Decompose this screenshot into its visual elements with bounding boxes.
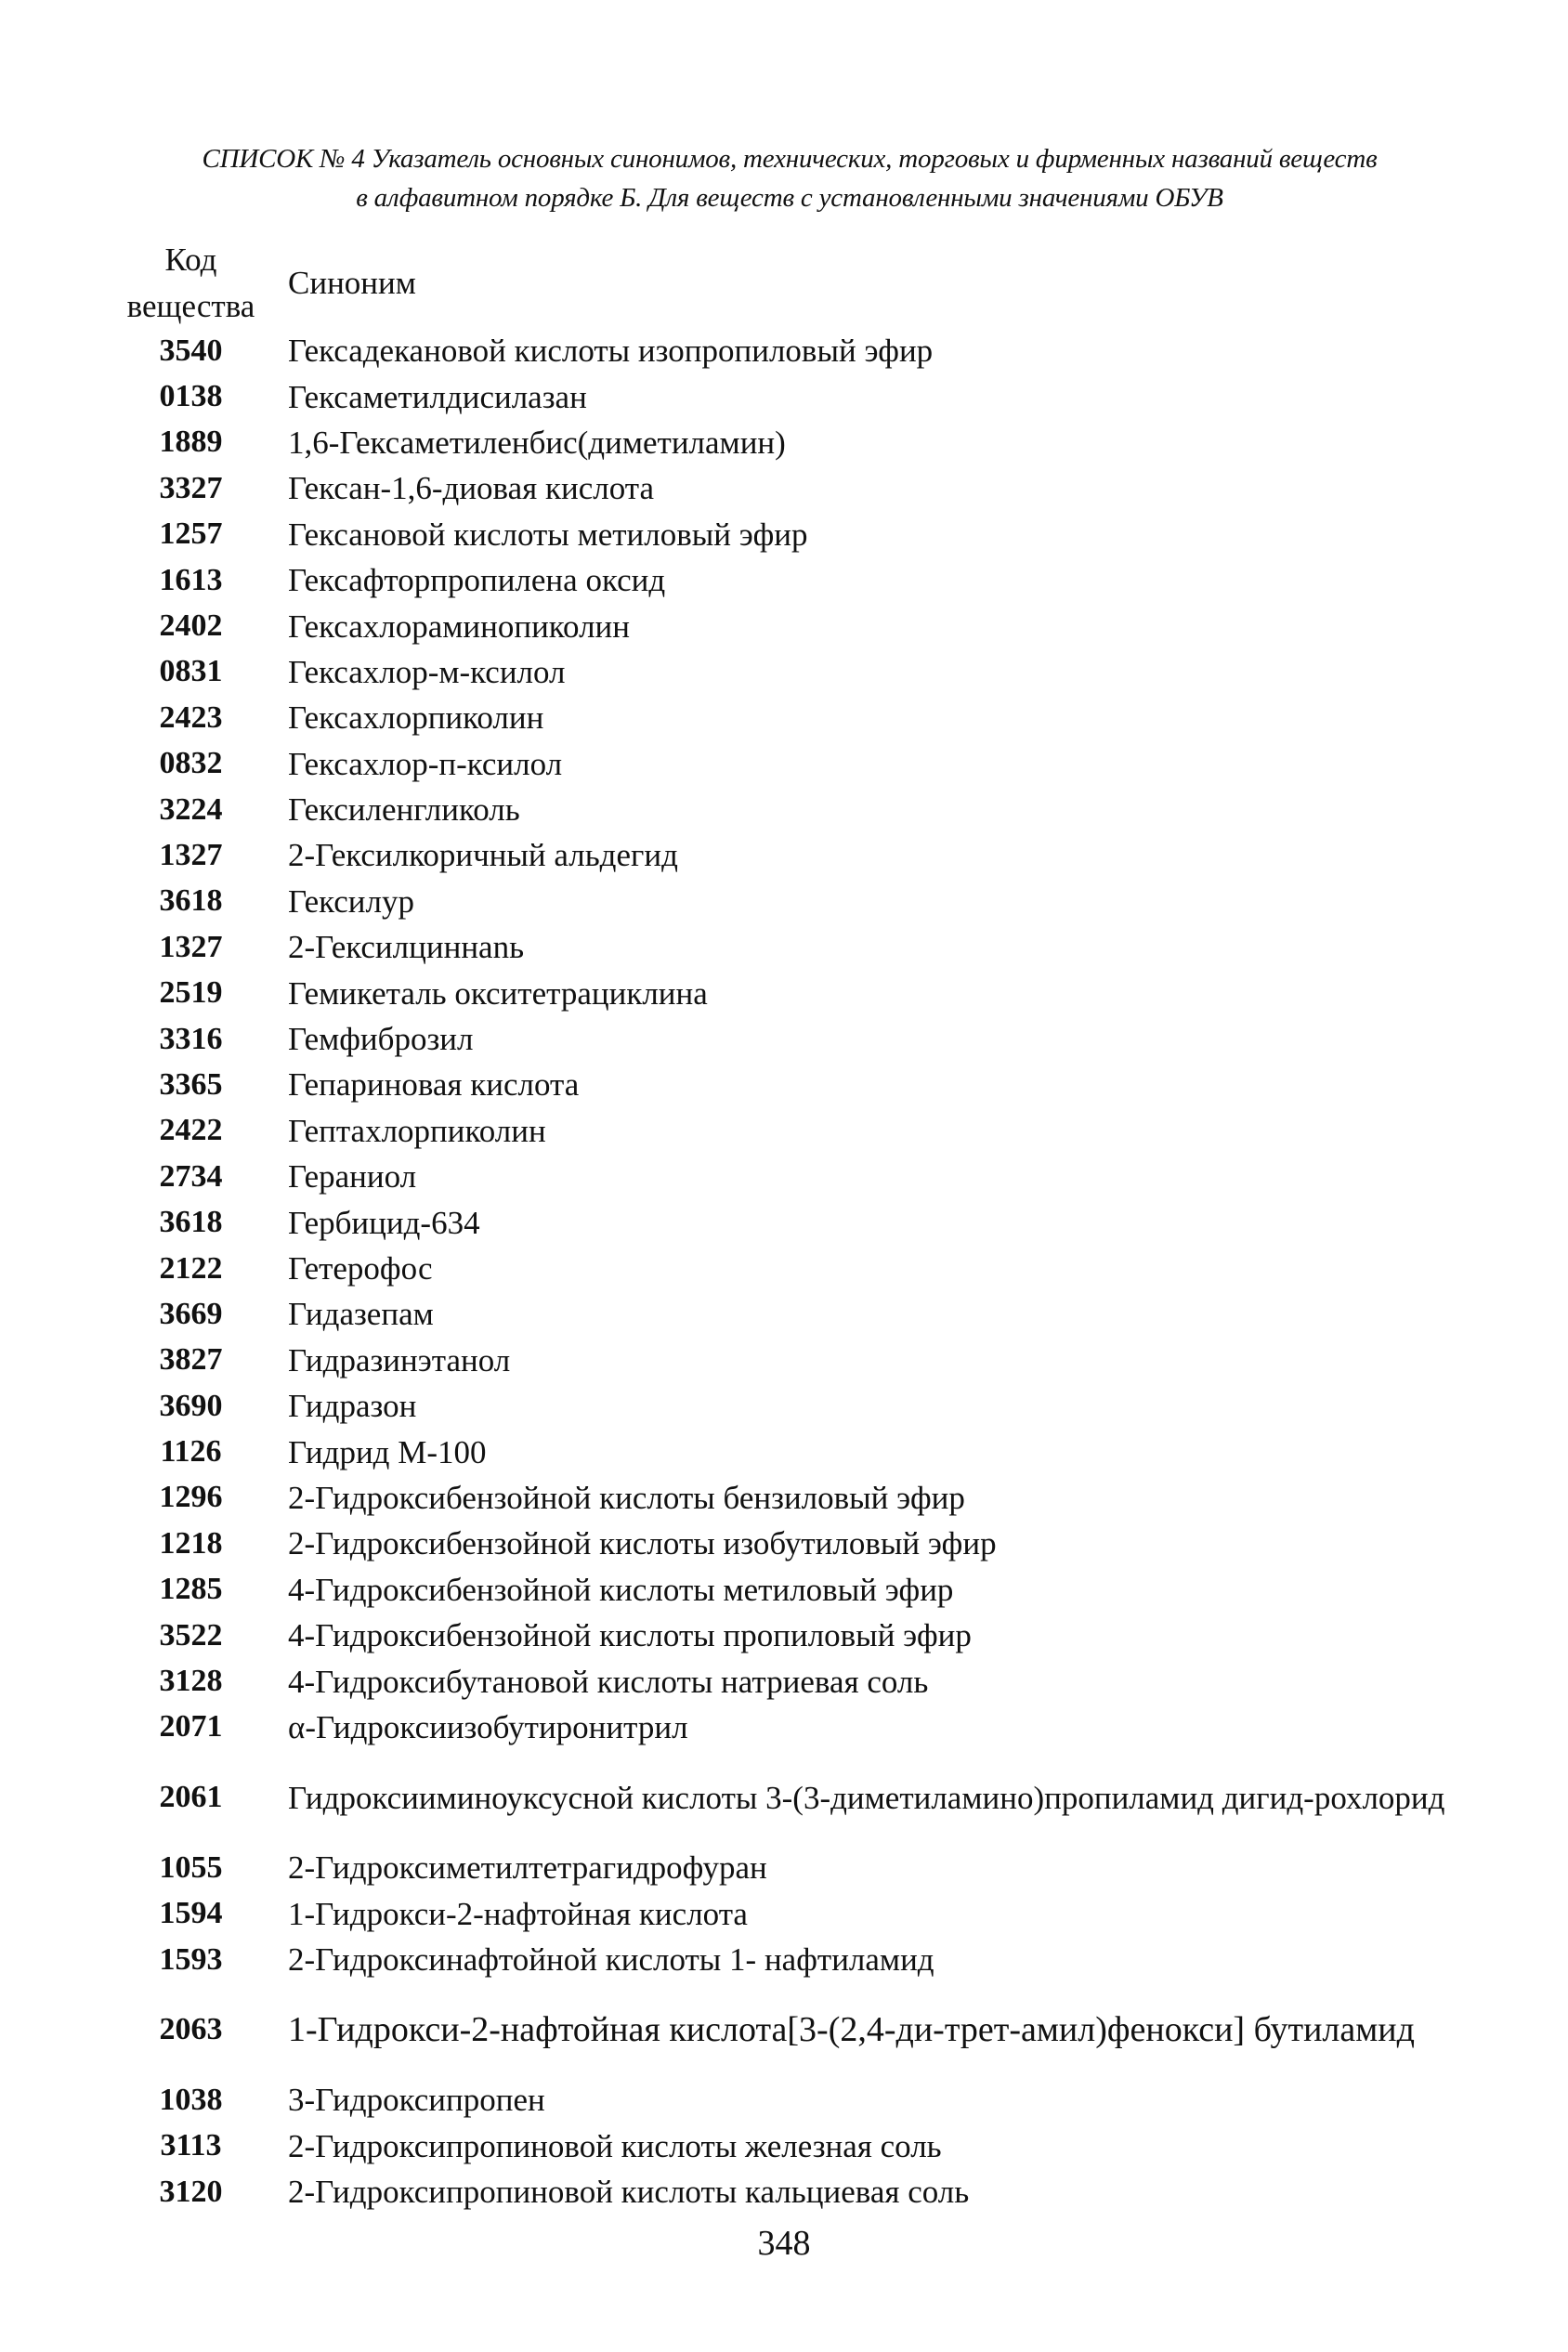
substance-synonym: Гербицид-634 [288,1204,480,1241]
substance-synonym: 2-Гидроксипропиновой кислоты железная соль [288,2127,942,2164]
substance-synonym: Гидроксииминоуксусной кислоты 3-(3-диметиламино)пропиламид дигид-рохлорид [288,1779,1445,1816]
substance-code: 3618 [159,883,223,919]
table-row [110,1291,1457,1337]
code-column-header [110,237,272,330]
substance-synonym: 4-Гидроксибензойной кислоты пропиловый эфир [288,1617,972,1654]
substance-synonym: Гексахлор-п-ксилол [288,745,563,782]
substance-synonym: 2-Гексилкоричный альдегид [288,837,678,874]
table-header [110,237,1457,330]
substance-synonym: 2-Гидроксиметилтетрагидрофуран [288,1849,767,1887]
substance-code: 1038 [159,2082,223,2117]
substance-code: 3522 [159,1617,223,1653]
table-row [110,1154,1457,1199]
substance-synonym: Гидазепам [288,1296,434,1333]
table-row [110,787,1457,832]
substance-synonym: α-Гидроксиизобутиронитрил [288,1708,688,1745]
table-row [110,1062,1457,1107]
substance-code: 1218 [159,1525,223,1561]
code-header-line-2: вещества [126,288,255,324]
substance-synonym: Гексановой кислоты метиловый эфир [288,516,808,553]
synonym-column-header: Синоним [288,265,416,301]
table-row [110,1429,1457,1474]
substance-code: 3669 [159,1296,223,1331]
table-row [110,1108,1457,1154]
substance-code: 1257 [159,516,223,552]
substance-code: 3128 [159,1664,223,1699]
table-row [110,1613,1457,1658]
table-row [110,2077,1457,2123]
substance-code: 3316 [159,1021,223,1056]
substance-code: 3365 [159,1066,223,1102]
code-header-line-1: Код [164,242,217,278]
substance-synonym: 2-Гидроксибензойной кислоты бензиловый эфир [288,1479,965,1516]
header-line-1: СПИСОК № 4 Указатель основных синонимов, технических, торговых и фирменных названий веществ [202,144,1378,174]
substance-code: 3224 [159,791,223,827]
substance-code: 3540 [159,333,223,368]
substance-synonym: Гексадекановой кислоты изопропиловый эфир [288,333,934,370]
substance-code: 2422 [159,1113,223,1148]
table-row [110,1937,1457,1982]
table-row [110,603,1457,648]
substance-synonym: Гептахлорпиколин [288,1112,546,1149]
substance-code: 3827 [159,1342,223,1378]
substance-code: 1296 [159,1480,223,1515]
substance-synonym: 2-Гидроксибензойной кислоты изобутиловый эфир [288,1525,997,1562]
substance-code: 3120 [159,2174,223,2209]
table-row [110,1383,1457,1429]
table-row [110,879,1457,924]
header-line-2: в алфавитном порядке Б. Для веществ с установленными значениями ОБУВ [356,183,1223,213]
substance-code: 0831 [159,654,223,689]
substance-code: 2402 [159,608,223,644]
substance-synonym: 2-Гексилциннаnь [288,929,525,966]
document-header [139,139,1440,217]
table-row [110,1521,1457,1566]
substance-code: 2071 [159,1709,223,1744]
table-row [110,1982,1457,2077]
table-row [110,420,1457,465]
table-row [110,1199,1457,1245]
table-row [110,1567,1457,1613]
table-row [110,328,1457,373]
substance-synonym: 3-Гидроксипропен [288,2082,545,2119]
synonym-table-body [110,328,1457,2215]
substance-synonym: Гексахлораминопиколин [288,608,630,645]
substance-code: 2122 [159,1250,223,1286]
table-row [110,465,1457,511]
substance-synonym: Гексафторпропилена оксид [288,562,666,599]
substance-synonym: Гидрид М-100 [288,1433,487,1470]
substance-code: 3113 [160,2128,222,2163]
substance-code: 2734 [159,1158,223,1194]
substance-code: 0832 [159,746,223,781]
table-row [110,1338,1457,1383]
substance-synonym: 1-Гидрокси-2-нафтойная кислота[3-(2,4-ди-трет-амил)фенокси] бутиламид [288,2010,1415,2050]
substance-synonym: Гексан-1,6-диовая кислота [288,470,655,507]
table-row [110,512,1457,557]
table-row [110,970,1457,1015]
table-row [110,1658,1457,1704]
substance-code: 1594 [159,1896,223,1931]
substance-synonym: Гемфиброзил [288,1021,474,1058]
table-row [110,1475,1457,1521]
substance-code: 1613 [159,562,223,597]
substance-synonym: 2-Гидроксипропиновой кислоты кальциевая соль [288,2174,970,2211]
table-row [110,1750,1457,1845]
substance-synonym: Гексахлор-м-ксилол [288,653,566,690]
substance-synonym: Гидразинэтанол [288,1341,511,1379]
table-row [110,2169,1457,2215]
table-row [110,557,1457,603]
substance-synonym: Гексахлорпиколин [288,699,544,737]
table-row [110,741,1457,787]
substance-code: 1285 [159,1572,223,1607]
substance-synonym: 4-Гидроксибутановой кислоты натриевая соль [288,1663,929,1700]
table-row [110,2123,1457,2169]
table-row [110,1246,1457,1291]
table-row [110,832,1457,878]
substance-code: 1593 [159,1941,223,1977]
substance-synonym: 2-Гидроксинафтойной кислоты 1- нафтиламид [288,1941,934,1979]
table-row [110,1705,1457,1750]
substance-code: 1327 [159,929,223,964]
table-row [110,924,1457,970]
table-row [110,695,1457,740]
substance-code: 1327 [159,837,223,872]
substance-synonym: Гидразон [288,1388,417,1425]
substance-code: 1889 [159,425,223,460]
substance-code: 1055 [159,1849,223,1885]
substance-code: 2423 [159,699,223,735]
substance-synonym: Гексиленгликоль [288,791,520,829]
substance-code: 3690 [159,1388,223,1423]
table-row [110,1891,1457,1937]
substance-synonym: Гексаметилдисилазан [288,378,587,415]
substance-synonym: 1-Гидрокси-2-нафтойная кислота [288,1895,748,1932]
substance-code: 3618 [159,1205,223,1240]
substance-code: 2519 [159,975,223,1011]
substance-synonym: 1,6-Гексаметиленбис(диметиламин) [288,424,786,461]
substance-code: 1126 [160,1434,222,1470]
table-row [110,649,1457,695]
substance-code: 0138 [159,379,223,414]
substance-synonym: Гемикеталь окситетрациклина [288,974,708,1012]
table-row [110,1016,1457,1062]
table-row [110,1845,1457,1890]
table-row [110,373,1457,419]
substance-synonym: Гексилур [288,882,414,920]
page-number: 348 [757,2224,811,2263]
substance-code: 3327 [159,470,223,505]
substance-synonym: Гетерофос [288,1250,433,1287]
substance-synonym: Гераниол [288,1158,417,1196]
substance-synonym: Гепариновая кислота [288,1066,580,1104]
substance-synonym: 4-Гидроксибензойной кислоты метиловый эфир [288,1571,954,1608]
substance-code: 2063 [159,2012,223,2047]
substance-code: 2061 [159,1780,223,1815]
